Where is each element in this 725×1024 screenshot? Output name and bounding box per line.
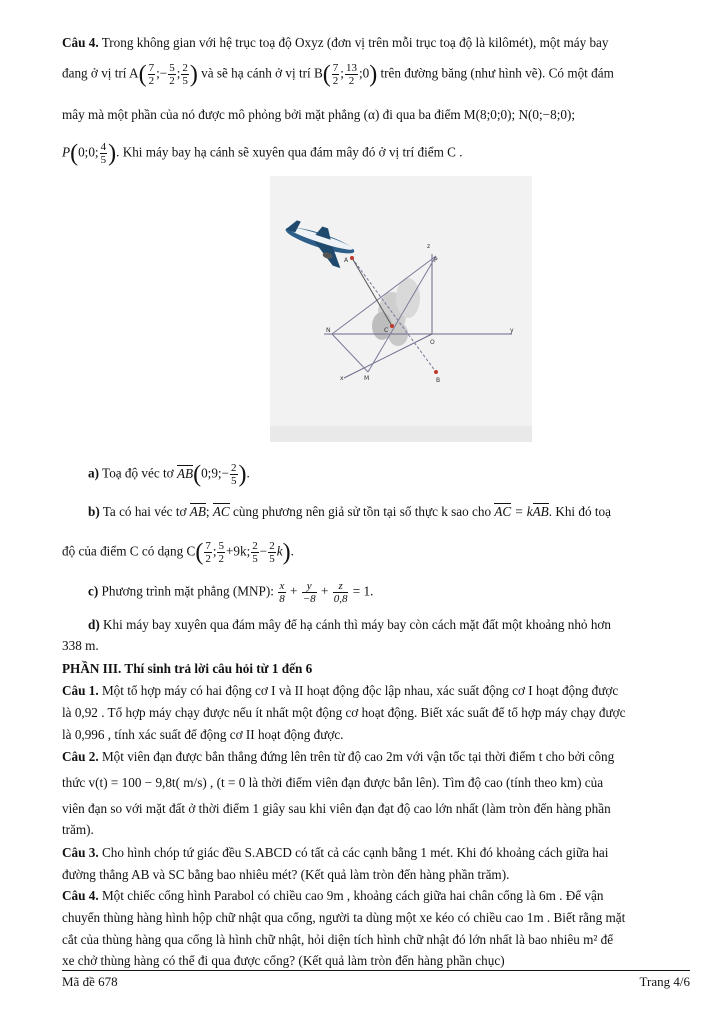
c1-line-1: Câu 1. Một tổ hợp máy có hai động cơ I và II hoạt động độc lập nhau, xác suất động cơ I hoạt động được	[62, 683, 619, 698]
q4-text-1: Trong không gian với hệ trục toạ độ Oxyz (đơn vị trên mỗi trục toạ độ là kilômét), một máy bay	[98, 35, 609, 50]
footer-page-number: Trang 4/6	[639, 974, 690, 989]
option-d-line-2: 338 m.	[62, 638, 99, 653]
frac-ax: $\frac{7}{2}$	[148, 62, 155, 87]
q4-text-4b: . Khi máy bay hạ cánh sẽ xuyên qua đám mây đó ở vị trí điểm C .	[116, 144, 463, 160]
c2-line-3: viên đạn so với mặt đất ở thời điểm 1 giây sau khi viên đạn đạt độ cao lớn nhất (làm tròn đến hàng phần	[62, 801, 611, 816]
c2-line-1: Câu 2. Một viên đạn được bắn thẳng đứng lên trên từ độ cao 2m với vận tốc tại thời điểm t cho bởi công	[62, 749, 615, 764]
fig-label-n: N	[326, 327, 331, 334]
figure-svg	[270, 176, 532, 442]
c3-line-1: Câu 3. Cho hình chóp tứ giác đều S.ABCD có tất cả các cạnh bằng 1 mét. Khi đó khoảng cách giữa hai	[62, 845, 609, 860]
c2-line-4: trăm).	[62, 822, 94, 837]
option-d-line-1: d) Khi máy bay xuyên qua đám mây để hạ cánh thì máy bay còn cách mặt đất một khoảng nhỏ hơn	[88, 617, 611, 632]
fig-label-y: y	[510, 327, 514, 334]
figure-plane-cloud	[270, 176, 532, 442]
c3-line-2: đường thẳng AB và SC bằng bao nhiêu mét? (Kết quả làm tròn đến hàng phần trăm).	[62, 867, 510, 882]
c4-line-4: xe chở thùng hàng có thể đi qua được cổng? (Kết quả làm tròn đến hàng phần chục)	[62, 953, 505, 968]
fig-label-z: z	[427, 243, 431, 250]
option-a: a) Toạ độ véc tơ AB(0;9;− $\frac{2}{5}$ ).	[88, 461, 250, 488]
c1-line-2: là 0,92 . Tổ hợp máy chạy được nếu ít nhất một động cơ hoạt động. Biết xác suất để tổ hợp máy chạy được	[62, 705, 626, 720]
part3-title: PHẦN III. Thí sinh trả lời câu hỏi từ 1 đến 6	[62, 661, 313, 676]
q4-text-2a: đang ở vị trí A	[62, 65, 139, 81]
frac-ay: $\frac{5}{2}$	[169, 62, 175, 87]
footer-exam-code: Mã đề 678	[62, 974, 118, 989]
frac-a: $\frac{2}{5}$	[231, 462, 237, 487]
c1-line-3: là 0,996 , tính xác suất để động cơ II hoạt động được.	[62, 727, 344, 742]
option-b-line-2: độ của điểm C có dạng C( $\frac{7}{2}$ ; $\frac{5}{2}$ +9k; $\frac{2}{5}$ − $\frac{2}{5}$ k).	[62, 539, 294, 566]
fig-label-p: P	[434, 257, 438, 264]
c4-line-2: chuyển thùng hàng hình hộp chữ nhật qua cổng, người ta dùng một xe kéo có chiều cao 1m . Biết rằng mặt	[62, 910, 626, 925]
c4-line-1: Câu 4. Một chiếc cổng hình Parabol có chiều cao 9m , khoảng cách giữa hai chân cổng là 6m . Để vận	[62, 888, 604, 903]
fig-label-o: O	[430, 339, 435, 346]
q4-line-1	[62, 34, 609, 52]
option-b-line-1: b) Ta có hai véc tơ AB; AC cùng phương nên giả sử tồn tại số thực k sao cho AC = kAB. Khi đó toạ	[88, 504, 611, 519]
footer-divider	[62, 970, 690, 971]
fig-label-a: A	[344, 257, 349, 264]
fig-label-x: x	[340, 375, 344, 382]
q4-text-2b: và sẽ hạ cánh ở vị trí B	[197, 65, 323, 81]
q4-label: Câu 4.	[62, 35, 99, 50]
q4-line-4: P(0;0; $\frac{4}{5}$ ). Khi máy bay hạ cánh sẽ xuyên qua đám mây đó ở vị trí điểm C .	[62, 140, 463, 167]
q4-text-4a: P	[62, 144, 71, 160]
c2-line-2: thức v(t) = 100 − 9,8t( m/s) , (t = 0 là thời điểm viên đạn được bắn lên). Tìm độ cao (tính theo km) của	[62, 775, 604, 790]
fig-label-m: M	[364, 375, 370, 382]
q4-text-3: mây mà một phần của nó được mô phỏng bởi mặt phẳng (α) đi qua ba điểm M(8;0;0); N(0;−8;0);	[62, 107, 576, 122]
q4-line-3	[62, 106, 575, 124]
frac-az: $\frac{2}{5}$	[182, 62, 188, 87]
frac-pz: $\frac{4}{5}$	[100, 141, 107, 166]
fig-label-c: C	[384, 327, 389, 334]
c4-line-3: cắt của thùng hàng qua cổng là hình chữ nhật, hỏi diện tích hình chữ nhật đó lớn nhất là bao nhiêu m² để	[62, 932, 614, 947]
frac-by: $\frac{13}{2}$	[345, 62, 357, 87]
option-c: c) Phương trình mặt phẳng (MNP): $\frac{x}{8}$ + $\frac{y}{-8}$ + $\frac{z}{0,8}$ = 1.	[88, 580, 374, 605]
fig-label-b: B	[436, 377, 441, 384]
q4-text-2c: trên đường băng (như hình vẽ). Có một đám	[377, 65, 614, 81]
frac-bx: $\frac{7}{2}$	[332, 62, 339, 87]
q4-line-2: đang ở vị trí A( $\frac{7}{2}$ ;− $\frac{5}{2}$ ; $\frac{2}{5}$ ) và sẽ hạ cánh ở vị trí B( $\frac{7}{2}$ ; $\frac{13}{2}$ ;0) trên đường băng (như hình vẽ). Có một đám	[62, 61, 614, 88]
